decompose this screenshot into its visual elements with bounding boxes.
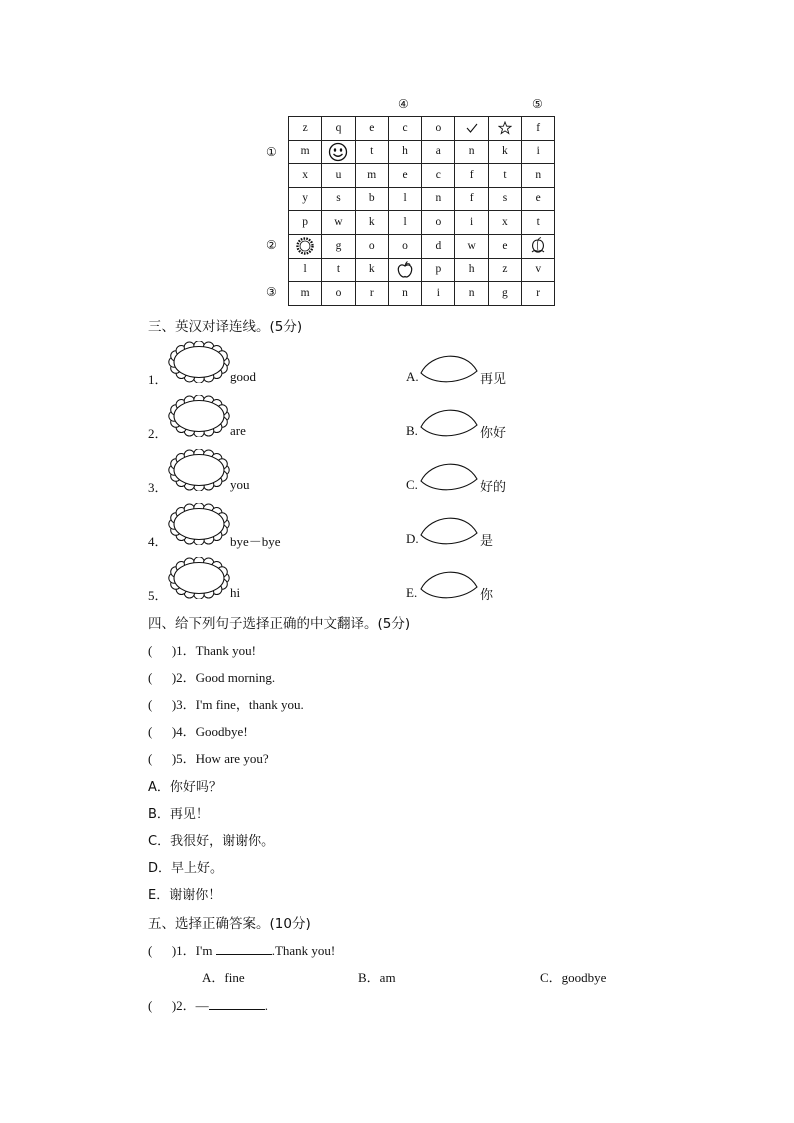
grid-cell[interactable]: d bbox=[422, 234, 455, 258]
question-text: .Thank you! bbox=[271, 943, 336, 958]
translation-question bbox=[148, 694, 304, 713]
grid-cell[interactable]: e bbox=[522, 187, 555, 211]
flower-blank-icon[interactable] bbox=[168, 557, 230, 603]
question-text: 5．How are you? bbox=[176, 751, 269, 766]
grid-cell[interactable]: e bbox=[355, 117, 388, 141]
match-left-number: 1． bbox=[148, 372, 168, 387]
translation-question bbox=[148, 667, 275, 686]
grid-cell[interactable]: o bbox=[422, 211, 455, 235]
grid-cell[interactable]: h bbox=[388, 140, 421, 164]
grid-cell[interactable]: f bbox=[455, 164, 488, 188]
peach-icon[interactable] bbox=[522, 234, 555, 258]
match-left-word: bye－bye bbox=[230, 534, 281, 549]
grid-cell[interactable]: a bbox=[422, 140, 455, 164]
grid-row bbox=[289, 140, 555, 164]
grid-cell[interactable]: k bbox=[355, 211, 388, 235]
leaf-blank-icon[interactable] bbox=[419, 513, 481, 551]
grid-cell[interactable]: v bbox=[522, 258, 555, 282]
grid-cell[interactable]: r bbox=[355, 282, 388, 306]
match-left-number: 3． bbox=[148, 480, 168, 495]
answer-bracket[interactable]: ( ) bbox=[148, 643, 177, 658]
leaf-blank-icon[interactable] bbox=[419, 459, 481, 497]
grid-cell[interactable]: k bbox=[355, 258, 388, 282]
grid-cell[interactable]: t bbox=[488, 164, 521, 188]
grid-cell[interactable]: w bbox=[322, 211, 355, 235]
question-text: 3．I'm fine，thank you. bbox=[176, 697, 304, 712]
match-right-word: 是 bbox=[480, 534, 494, 549]
grid-cell[interactable]: x bbox=[289, 164, 322, 188]
grid-row bbox=[289, 282, 555, 306]
match-right-letter: B. bbox=[406, 423, 418, 438]
grid-row bbox=[289, 187, 555, 211]
translation-option: A．你好吗？ bbox=[148, 780, 222, 795]
section5-title: 五、选择正确答案。(10分) bbox=[148, 916, 311, 932]
flower-blank-icon[interactable] bbox=[168, 395, 230, 441]
match-right-letter: E. bbox=[406, 585, 418, 600]
grid-cell[interactable]: w bbox=[455, 234, 488, 258]
match-right-word: 你好 bbox=[480, 426, 507, 441]
match-right-word: 再见 bbox=[480, 372, 507, 387]
section4-title: 四、给下列句子选择正确的中文翻译。(5分) bbox=[148, 616, 411, 632]
question-text: 4．Goodbye! bbox=[176, 724, 248, 739]
grid-cell[interactable]: c bbox=[422, 164, 455, 188]
grid-cell[interactable]: m bbox=[355, 164, 388, 188]
word-search-grid bbox=[288, 116, 555, 306]
translation-option: E．谢谢你！ bbox=[148, 888, 222, 903]
grid-cell[interactable]: c bbox=[388, 117, 421, 141]
translation-question bbox=[148, 640, 256, 659]
answer-bracket[interactable]: ( ) bbox=[148, 670, 177, 685]
match-right-word: 好的 bbox=[480, 480, 507, 495]
grid-cell[interactable]: g bbox=[488, 282, 521, 306]
grid-cell[interactable]: i bbox=[422, 282, 455, 306]
grid-cell[interactable]: n bbox=[422, 187, 455, 211]
grid-cell[interactable]: l bbox=[388, 187, 421, 211]
translation-option: B．再见！ bbox=[148, 807, 209, 822]
grid-row bbox=[289, 258, 555, 282]
smiley-icon[interactable] bbox=[322, 140, 355, 164]
match-left-word: hi bbox=[230, 585, 241, 600]
grid-row bbox=[289, 164, 555, 188]
column-marker-5: ⑤ bbox=[532, 97, 543, 111]
answer-bracket[interactable]: ( ) bbox=[148, 998, 177, 1013]
grid-cell[interactable]: e bbox=[388, 164, 421, 188]
match-right-word: 你 bbox=[480, 588, 494, 603]
grid-cell[interactable]: o bbox=[355, 234, 388, 258]
grid-row bbox=[289, 211, 555, 235]
grid-cell[interactable]: m bbox=[289, 140, 322, 164]
answer-bracket[interactable]: ( ) bbox=[148, 751, 177, 766]
question-text: 1．I'm bbox=[176, 943, 216, 958]
flower-blank-icon[interactable] bbox=[168, 341, 230, 387]
leaf-blank-icon[interactable] bbox=[419, 405, 481, 443]
grid-cell[interactable]: e bbox=[488, 234, 521, 258]
option-c[interactable]: C．goodbye bbox=[540, 970, 607, 985]
answer-bracket[interactable]: ( ) bbox=[148, 724, 177, 739]
grid-row bbox=[289, 234, 555, 258]
grid-cell[interactable]: n bbox=[388, 282, 421, 306]
grid-cell[interactable]: o bbox=[422, 117, 455, 141]
flower-blank-icon[interactable] bbox=[168, 503, 230, 549]
row-marker-2: ② bbox=[266, 238, 277, 252]
flower-blank-icon[interactable] bbox=[168, 449, 230, 495]
row-marker-1: ① bbox=[266, 145, 277, 159]
match-left-word: good bbox=[230, 369, 256, 384]
option-b[interactable]: B．am bbox=[358, 970, 396, 985]
match-left-number: 2． bbox=[148, 426, 168, 441]
grid-cell[interactable]: q bbox=[322, 117, 355, 141]
grid-cell[interactable]: n bbox=[455, 282, 488, 306]
translation-question bbox=[148, 721, 248, 740]
question-text: . bbox=[264, 998, 268, 1013]
grid-cell[interactable]: o bbox=[322, 282, 355, 306]
wreath-icon[interactable] bbox=[289, 234, 322, 258]
grid-cell[interactable]: s bbox=[322, 187, 355, 211]
answer-blank[interactable] bbox=[209, 1009, 265, 1010]
translation-option: D．早上好。 bbox=[148, 861, 224, 876]
grid-cell[interactable]: z bbox=[289, 117, 322, 141]
grid-cell[interactable]: p bbox=[422, 258, 455, 282]
question-text: 2．— bbox=[176, 998, 209, 1013]
grid-cell[interactable]: r bbox=[522, 282, 555, 306]
match-right-letter: D. bbox=[406, 531, 419, 546]
grid-cell[interactable]: t bbox=[322, 258, 355, 282]
grid-cell[interactable]: y bbox=[289, 187, 322, 211]
answer-blank[interactable] bbox=[216, 954, 272, 955]
grid-cell[interactable]: f bbox=[455, 187, 488, 211]
grid-cell[interactable]: x bbox=[488, 211, 521, 235]
leaf-blank-icon[interactable] bbox=[419, 351, 481, 389]
column-marker-4: ④ bbox=[398, 97, 409, 111]
grid-cell[interactable]: z bbox=[488, 258, 521, 282]
grid-cell[interactable]: t bbox=[522, 211, 555, 235]
star-icon[interactable] bbox=[488, 117, 521, 141]
grid-cell[interactable]: l bbox=[289, 258, 322, 282]
check-icon[interactable] bbox=[455, 117, 488, 141]
question-text: 2．Good morning. bbox=[176, 670, 276, 685]
option-a[interactable]: A．fine bbox=[202, 970, 245, 985]
grid-cell[interactable]: m bbox=[289, 282, 322, 306]
match-right-letter: A. bbox=[406, 369, 419, 384]
grid-cell[interactable]: s bbox=[488, 187, 521, 211]
match-left-word: you bbox=[230, 477, 250, 492]
grid-cell[interactable]: o bbox=[388, 234, 421, 258]
grid-cell[interactable]: n bbox=[522, 164, 555, 188]
apple-icon[interactable] bbox=[388, 258, 421, 282]
grid-cell[interactable]: b bbox=[355, 187, 388, 211]
grid-cell[interactable]: h bbox=[455, 258, 488, 282]
match-left-word: are bbox=[230, 423, 246, 438]
grid-row bbox=[289, 117, 555, 141]
match-left-number: 5． bbox=[148, 588, 168, 603]
question-text: 1．Thank you! bbox=[176, 643, 256, 658]
grid-cell[interactable]: i bbox=[522, 140, 555, 164]
grid-cell[interactable]: k bbox=[488, 140, 521, 164]
grid-cell[interactable]: f bbox=[522, 117, 555, 141]
section5-question-1 bbox=[148, 940, 335, 959]
translation-option: C．我很好，谢谢你。 bbox=[148, 834, 275, 849]
grid-cell[interactable]: i bbox=[455, 211, 488, 235]
leaf-blank-icon[interactable] bbox=[419, 567, 481, 605]
answer-bracket[interactable]: ( ) bbox=[148, 943, 177, 958]
row-marker-3: ③ bbox=[266, 285, 277, 299]
translation-question bbox=[148, 748, 269, 767]
grid-cell[interactable]: g bbox=[322, 234, 355, 258]
match-right-letter: C. bbox=[406, 477, 418, 492]
section3-title: 三、英汉对译连线。(5分) bbox=[148, 319, 303, 335]
grid-cell[interactable]: l bbox=[388, 211, 421, 235]
grid-cell[interactable]: p bbox=[289, 211, 322, 235]
grid-cell[interactable]: n bbox=[455, 140, 488, 164]
grid-cell[interactable]: t bbox=[355, 140, 388, 164]
answer-bracket[interactable]: ( ) bbox=[148, 697, 177, 712]
section5-question-2 bbox=[148, 995, 268, 1014]
match-left-number: 4． bbox=[148, 534, 168, 549]
grid-cell[interactable]: u bbox=[322, 164, 355, 188]
